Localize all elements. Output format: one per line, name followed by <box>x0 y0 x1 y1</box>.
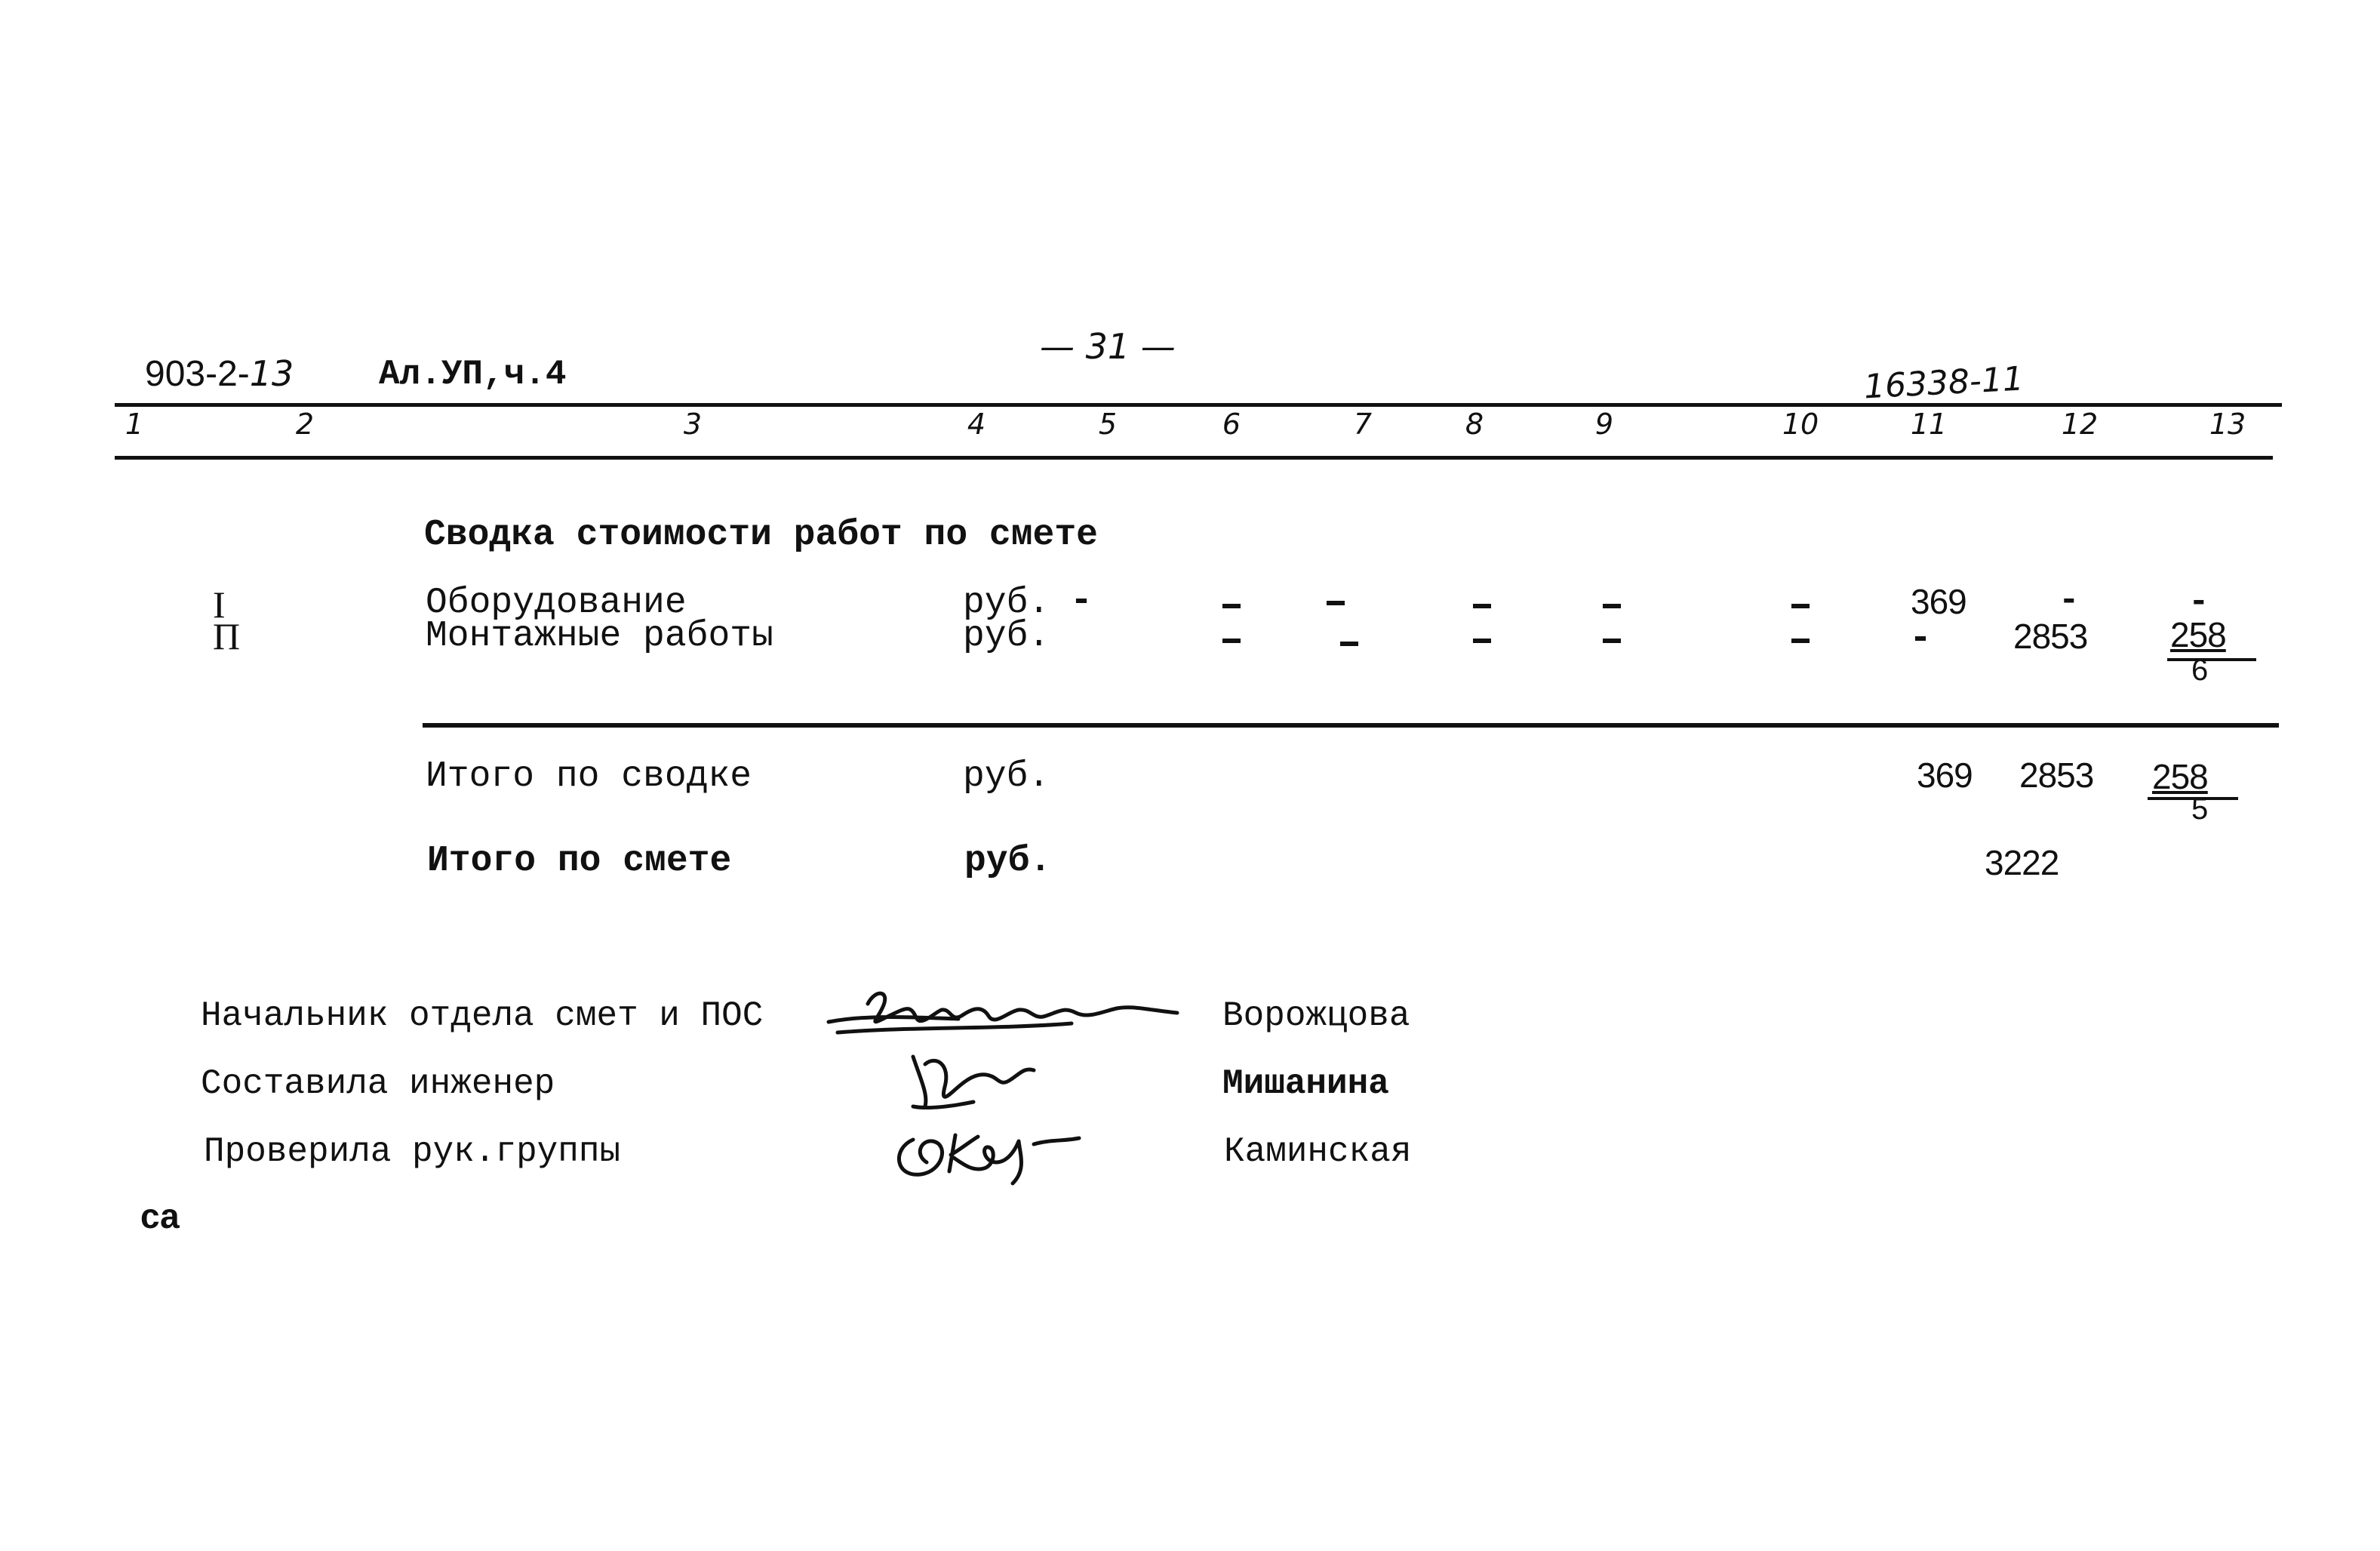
column-number: 7 <box>1353 408 1373 441</box>
album-reference: Ал.УП,ч.4 <box>379 355 567 394</box>
dash-mark <box>1473 639 1491 643</box>
row-unit: руб. <box>963 583 1050 623</box>
dash-mark <box>1222 639 1241 643</box>
row-col11: - <box>1909 617 1933 660</box>
row-col12: - <box>2059 581 2080 620</box>
total-summary-col12: 2853 <box>2019 755 2094 795</box>
row-col13-denominator: 6 <box>2191 654 2208 687</box>
row-index: I <box>213 583 226 626</box>
column-number: 5 <box>1098 408 1118 441</box>
handwritten-signatures <box>823 974 1245 1215</box>
column-number: 2 <box>295 408 315 441</box>
page-number: — 31 — <box>1040 326 1176 367</box>
fraction-bar <box>2167 658 2256 661</box>
dash-mark <box>1791 604 1810 608</box>
column-number: 3 <box>683 408 703 441</box>
signature-name: Мишанина <box>1222 1064 1389 1103</box>
signature-2-hook <box>913 1102 973 1108</box>
footer-mark: са <box>140 1196 180 1236</box>
summary-title: Сводка стоимости работ по смете <box>424 515 1098 555</box>
column-number: 13 <box>2209 408 2246 441</box>
signature-role: Составила инженер <box>201 1064 555 1103</box>
dash-mark <box>1791 639 1810 643</box>
total-summary-col13-numerator: 258 <box>2152 757 2208 796</box>
column-number: 6 <box>1222 408 1241 441</box>
dash-mark <box>1473 604 1491 608</box>
signature-name: Ворожцова <box>1222 996 1410 1036</box>
signature-1-underline <box>838 1023 1072 1032</box>
signature-2-stroke <box>913 1057 1034 1106</box>
total-estimate-value: 3222 <box>1985 843 2059 882</box>
row-col11: 369 <box>1911 582 1966 621</box>
doc-code-handwritten: 13 <box>249 353 294 394</box>
row-unit: руб. <box>963 616 1050 657</box>
row-name: Монтажные работы <box>426 616 773 657</box>
column-number: 9 <box>1594 408 1614 441</box>
totals-separator <box>423 723 2279 728</box>
row-col13-numerator: 258 <box>2170 615 2226 654</box>
table-header-rule <box>115 456 2273 460</box>
column-number: 1 <box>125 408 144 441</box>
table-top-rule <box>115 403 2282 407</box>
doc-code <box>145 353 294 395</box>
signature-role: Начальник отдела смет и ПОС <box>201 996 764 1036</box>
inventory-number: 16338-11 <box>1862 359 2025 407</box>
row-name: Оборудование <box>426 583 687 623</box>
column-number: 11 <box>1910 408 1948 441</box>
total-estimate-unit: руб. <box>964 841 1052 882</box>
signature-role: Проверила рук.группы <box>204 1132 621 1171</box>
column-number: 10 <box>1782 408 1819 441</box>
dash-mark <box>1603 604 1621 608</box>
row-col13: - <box>2188 583 2209 622</box>
dash-mark <box>1340 642 1358 646</box>
total-estimate-label: Итого по смете <box>427 841 732 882</box>
column-number: 8 <box>1465 408 1484 441</box>
row-index: П <box>213 615 241 657</box>
row-col5: - <box>1070 580 1093 623</box>
total-summary-col13-denominator: 5 <box>2191 792 2208 826</box>
dash-mark <box>1327 601 1345 605</box>
signature-1-stroke <box>829 993 1177 1022</box>
signature-3-tail <box>1034 1138 1079 1144</box>
column-number: 12 <box>2061 408 2099 441</box>
dash-mark <box>1603 639 1621 643</box>
total-summary-col11: 369 <box>1917 755 1973 795</box>
row-col12: 2853 <box>2013 617 2088 656</box>
total-summary-label: Итого по сводке <box>426 756 752 797</box>
doc-code-printed: 903-2- <box>145 354 250 394</box>
column-number: 4 <box>967 408 986 441</box>
signature-3-stroke <box>899 1135 1021 1183</box>
dash-mark <box>1222 604 1241 608</box>
signature-name: Каминская <box>1224 1132 1412 1171</box>
total-summary-unit: руб. <box>963 756 1050 797</box>
